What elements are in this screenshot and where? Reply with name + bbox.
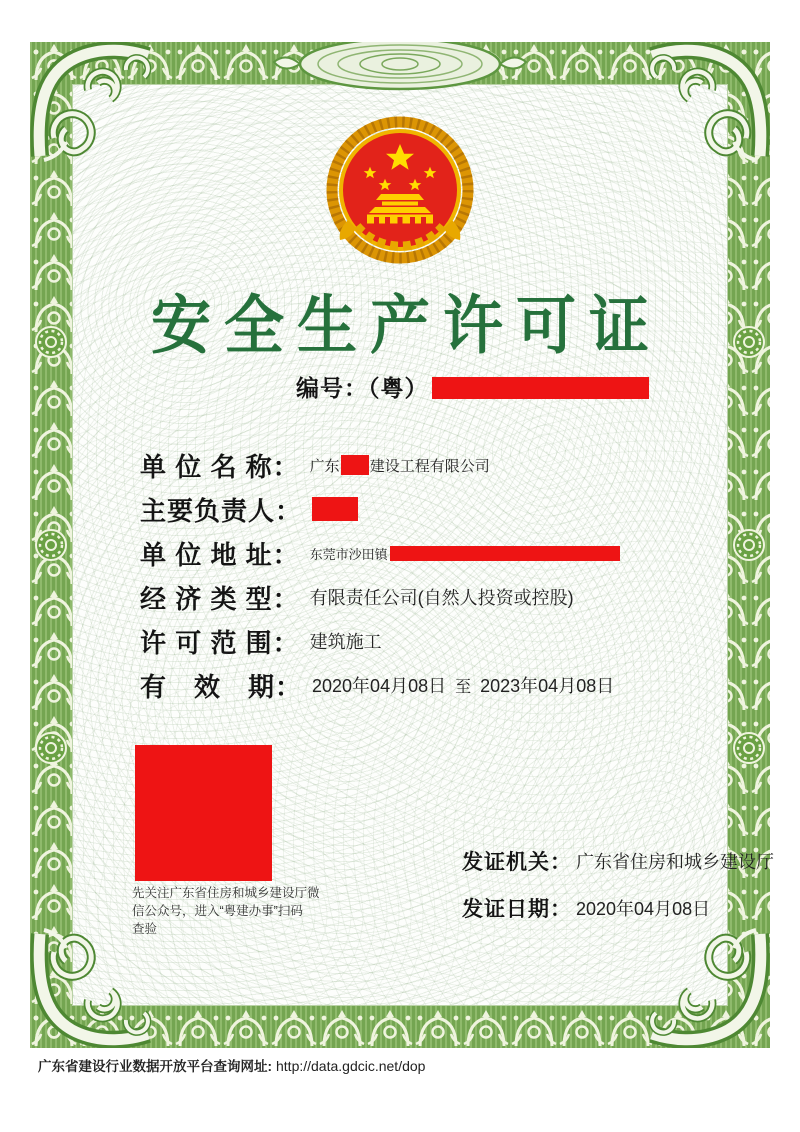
issue-date-row: [462, 893, 774, 923]
address-prefix: 东莞市沙田镇: [309, 546, 388, 562]
qr-note-line: 信公众号，进入“粤建办事”扫码: [132, 904, 303, 918]
qr-scan-instructions: [132, 884, 322, 938]
china-national-emblem-icon: [322, 112, 478, 270]
authority-label: 发证机关：: [462, 851, 572, 874]
address-label: 单 位 地 址：: [140, 539, 300, 570]
certificate-fields: [140, 452, 620, 716]
field-row-scope: [140, 627, 620, 658]
field-row-person: [140, 495, 620, 526]
address-redaction-block: [390, 546, 620, 561]
qr-note-line: 查验: [132, 922, 158, 936]
economy-value: 有限责任公司(自然人投资或控股): [309, 588, 574, 608]
company-redaction-block: [341, 455, 369, 475]
person-redaction-block: [312, 497, 358, 521]
field-row-address: [140, 539, 620, 570]
issue-date-value: 2020年04月08日: [576, 899, 711, 919]
issuing-authority-row: [462, 846, 774, 876]
qr-code-redaction-block: [135, 745, 272, 881]
validity-connector: 至: [455, 678, 472, 696]
footer-query-line: [38, 1055, 425, 1075]
issue-date-label: 发证日期：: [462, 898, 572, 921]
scope-value: 建筑施工: [309, 632, 382, 652]
field-row-validity: [140, 671, 620, 702]
validity-label: 有 效 期：: [140, 671, 303, 702]
issuer-block: [462, 846, 774, 940]
field-row-company: [140, 451, 620, 482]
certificate-title: 安全生产许可证: [151, 290, 662, 362]
company-label: 单 位 名 称：: [140, 451, 300, 482]
serial-label: 编号：（粤）: [296, 375, 429, 401]
company-suffix: 建设工程有限公司: [369, 457, 490, 475]
authority-value: 广东省住房和城乡建设厅: [576, 852, 774, 872]
serial-number-row: [296, 370, 649, 403]
person-label: 主要负责人：: [140, 495, 303, 526]
footer-label: 广东省建设行业数据开放平台查询网址:: [38, 1059, 272, 1074]
validity-from: 2020年04月08日: [312, 676, 447, 696]
scope-label: 许 可 范 围：: [140, 627, 300, 658]
qr-note-line: 先关注广东省住房和城乡建设厅微: [132, 886, 320, 900]
serial-redaction-block: [432, 377, 649, 399]
company-prefix: 广东: [309, 457, 340, 475]
validity-to: 2023年04月08日: [480, 676, 615, 696]
economy-label: 经 济 类 型：: [140, 583, 300, 614]
field-row-economy: [140, 583, 620, 614]
footer-url: http://data.gdcic.net/dop: [276, 1058, 426, 1074]
